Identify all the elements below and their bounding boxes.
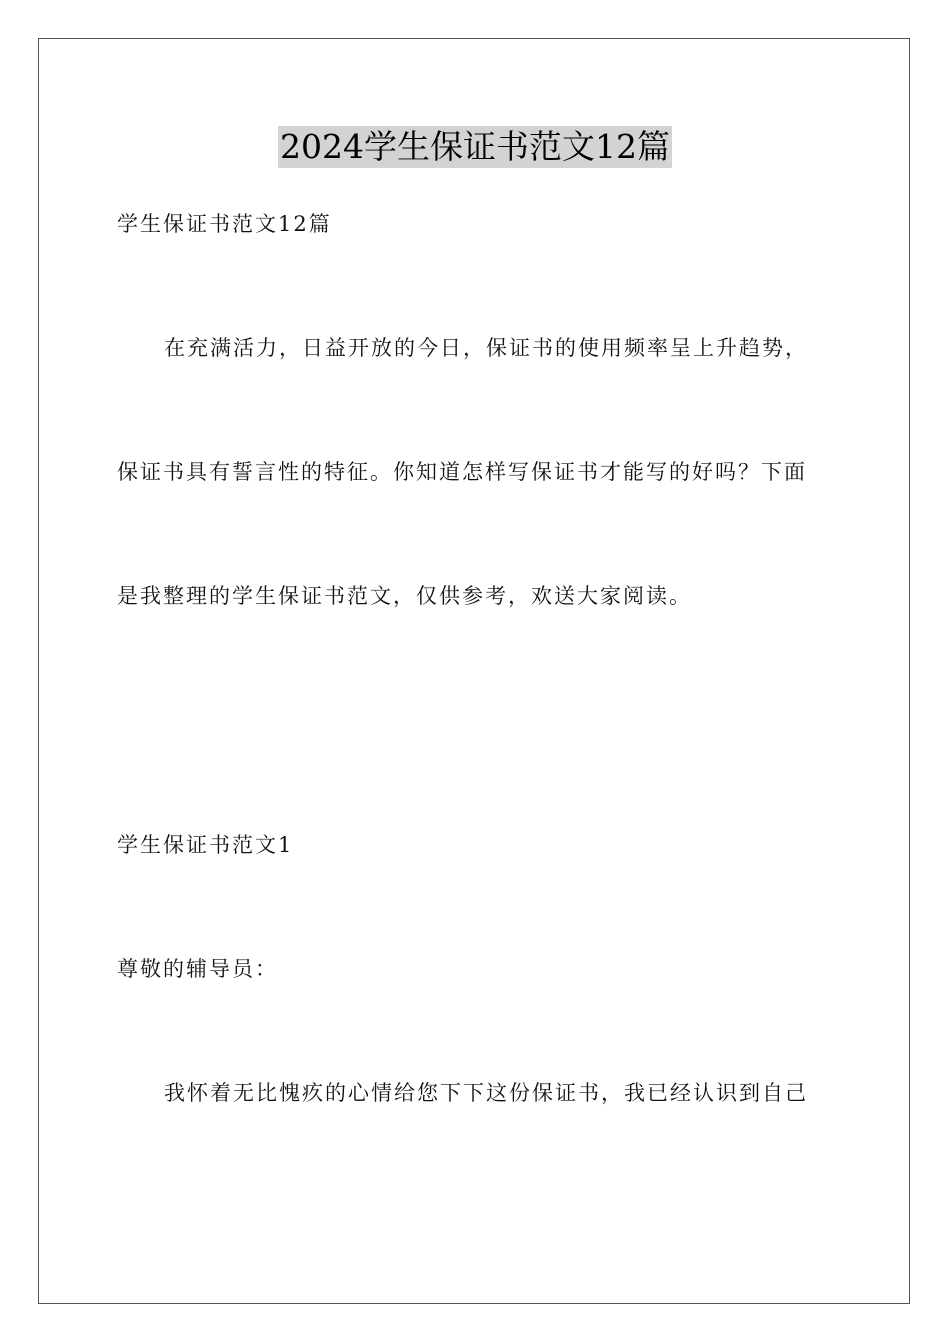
document-subtitle: 学生保证书范文12篇 xyxy=(117,212,332,236)
title-container xyxy=(0,126,950,168)
salutation: 尊敬的辅导员： xyxy=(117,957,278,981)
intro-paragraph-line-3: 是我整理的学生保证书范文，仅供参考，欢送大家阅读。 xyxy=(117,584,692,608)
intro-paragraph-line-2: 保证书具有誓言性的特征。你知道怎样写保证书才能写的好吗？下面 xyxy=(117,460,807,484)
document-title: 2024学生保证书范文12篇 xyxy=(280,127,670,166)
section-heading: 学生保证书范文1 xyxy=(117,833,294,857)
body-paragraph-line-1: 我怀着无比愧疚的心情给您下下这份保证书，我已经认识到自己 xyxy=(164,1081,808,1105)
intro-paragraph-line-1: 在充满活力，日益开放的今日，保证书的使用频率呈上升趋势， xyxy=(164,336,808,360)
